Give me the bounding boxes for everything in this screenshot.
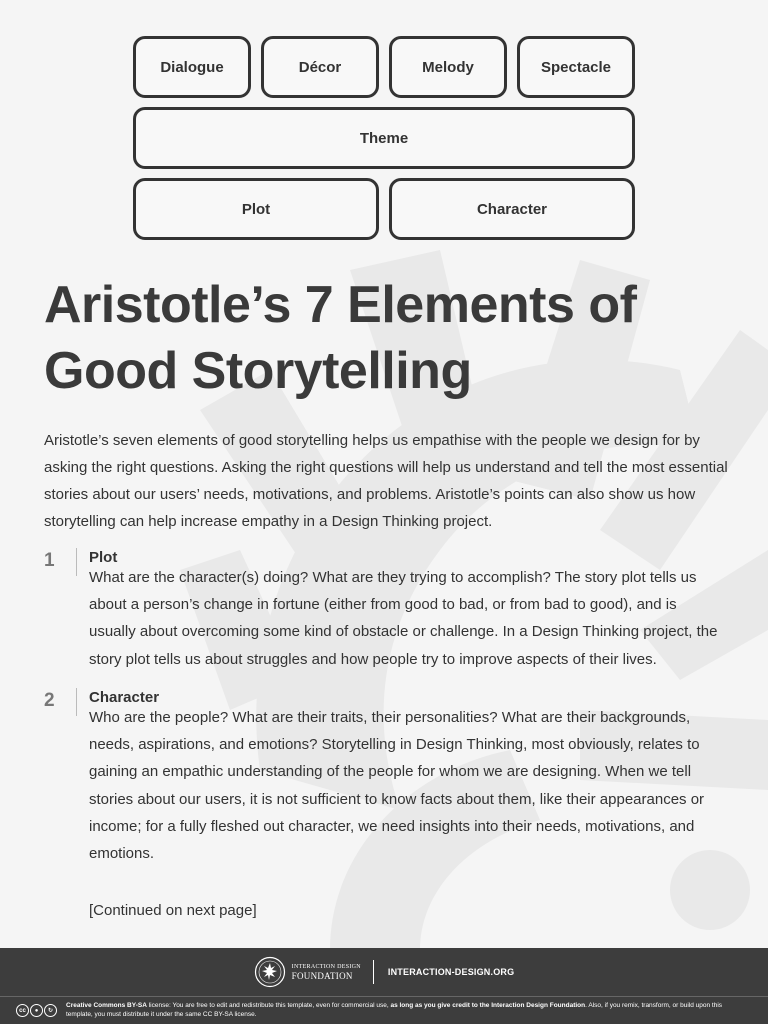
item-body: Who are the people? What are their traits, their personalities? What are their backgrounds, needs, aspirations, and emotions? Storytelling in Design Thinking, most obviously, relates to gaining an empathic understanding of the people for whom we are designing. When we tell stories about our users, it is not sufficient to know facts about them, like their appearances or income; for a fully fleshed out character, we need insights into their needs, motivations, and emotions. xyxy=(89,709,705,863)
box-character: Character xyxy=(389,178,635,240)
item-heading: Plot xyxy=(89,549,118,566)
item-number: 2 xyxy=(44,690,55,711)
by-icon: ● xyxy=(30,1004,43,1017)
box-melody: Melody xyxy=(389,36,507,98)
title-line-1: Aristotle’s 7 Elements of xyxy=(44,276,637,334)
footer-divider xyxy=(373,960,374,984)
item-divider xyxy=(76,548,77,576)
cc-license-icons[interactable] xyxy=(16,1004,58,1017)
title-line-2: Good Storytelling xyxy=(44,342,472,400)
license-name: Creative Commons BY-SA xyxy=(66,1002,147,1009)
item-body: What are the character(s) doing? What are they trying to accomplish? The story plot tells us about a person’s change in fortune (either from good to bad, or from bad to good), and is usually about overcoming some kind of obstacle or challenge. In a Design Thinking project, the story plot tells us about struggles and how people try to improve aspects of their lives. xyxy=(89,569,718,668)
idf-emblem-icon xyxy=(254,956,286,988)
license-bar xyxy=(0,996,768,1024)
logo-line-2: FOUNDATION xyxy=(291,971,353,981)
item-divider xyxy=(76,688,77,716)
logo-line-1: INTERACTION DESIGN xyxy=(291,964,361,970)
site-link[interactable]: INTERACTION-DESIGN.ORG xyxy=(387,967,515,977)
license-text xyxy=(66,1002,736,1019)
footer-bar xyxy=(0,948,768,996)
sa-icon: ↻ xyxy=(44,1004,57,1017)
continued-note: [Continued on next page] xyxy=(89,902,257,919)
item-number: 1 xyxy=(44,550,55,571)
idf-logo[interactable] xyxy=(254,956,361,988)
license-text-part-1: license: You are free to edit and redistribute this template, even for commercial use, xyxy=(146,1002,391,1009)
box-spectacle: Spectacle xyxy=(517,36,635,98)
box-dialogue: Dialogue xyxy=(133,36,251,98)
box-theme: Theme xyxy=(133,107,635,169)
license-text-part-2: . Also, if you remix, transform, or build upon this template, you must distribute it under the same CC BY-SA license. xyxy=(66,1002,723,1018)
intro-paragraph: Aristotle’s seven elements of good storytelling helps us empathise with the people we design for by asking the right questions. Asking the right questions will help us understand and tell the most essential stories about our users’ needs, motivations, and problems. Aristotle’s points can also show us how storytelling can help increase empathy in a Design Thinking project. xyxy=(44,432,728,530)
box-decor: Décor xyxy=(261,36,379,98)
license-credit: as long as you give credit to the Interaction Design Foundation xyxy=(390,1002,586,1009)
page-title xyxy=(44,272,744,404)
cc-icon: cc xyxy=(16,1004,29,1017)
box-plot: Plot xyxy=(133,178,379,240)
item-heading: Character xyxy=(89,689,160,706)
